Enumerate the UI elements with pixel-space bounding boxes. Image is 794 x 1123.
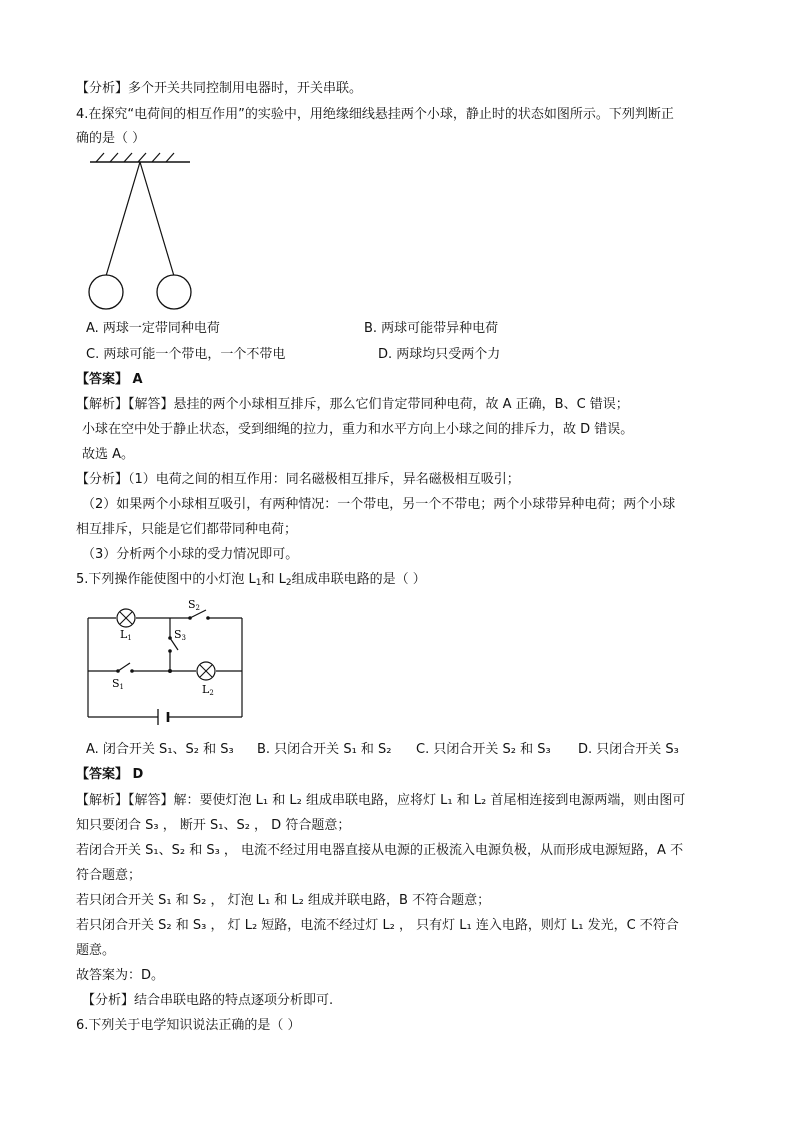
q5-explain-2: 知只要闭合 S₃ ， 断开 S₁、S₂ ， D 符合题意； — [76, 818, 351, 833]
q4-option-c: C. 两球可能一个带电，一个不带电 — [86, 347, 286, 362]
q4-option-b: B. 两球可能带异种电荷 — [364, 321, 499, 336]
suspended-balls-diagram — [84, 150, 194, 320]
q4-stem-line1: 4.在探究“电荷间的相互作用”的实验中，用绝缘细线悬挂两个小球，静止时的状态如图所示。下列判断正 — [76, 107, 674, 122]
q4-explain-1: 【解析】【解答】悬挂的两个小球相互排斥，那么它们肯定带同种电荷，故 A 正确，B、C 错误； — [76, 397, 629, 412]
q5-explain-5: 若只闭合开关 S₁ 和 S₂ ， 灯泡 L₁ 和 L₂ 组成并联电路，B 不符合题意； — [76, 893, 491, 908]
label-s1: S1 — [112, 677, 125, 691]
circuit-diagram — [82, 596, 248, 726]
q5-stem-a: 5.下列操作能使图中的小灯泡 L — [76, 572, 256, 587]
q5-explain-6: 若只闭合开关 S₂ 和 S₃ ， 灯 L₂ 短路，电流不经过灯 L₂ ， 只有灯 L₁ 连入电路，则灯 L₁ 发光，C 不符合 — [76, 918, 679, 933]
q5-explain-7: 题意。 — [76, 943, 116, 958]
junction-dot — [168, 669, 172, 673]
label-s3: S3 — [174, 628, 187, 642]
right-ball — [157, 275, 191, 309]
q4-analysis-2: （2）如果两个小球相互吸引，有两种情况：一个带电，另一个不带电；两个小球带异种电荷；两个小球 — [82, 497, 676, 512]
q5-option-a: A. 闭合开关 S₁、S₂ 和 S₃ — [86, 742, 234, 757]
lamp-l2 — [197, 662, 215, 680]
q5-stem — [76, 571, 426, 592]
q4-analysis-1: 【分析】（1）电荷之间的相互作用：同名磁极相互排斥，异名磁极相互吸引； — [76, 472, 520, 487]
q4-analysis-4: （3）分析两个小球的受力情况即可。 — [82, 547, 299, 562]
lamp-l1 — [117, 609, 135, 627]
battery — [158, 709, 168, 725]
q5-stem-l1-sub: 1 — [255, 578, 262, 588]
q5-stem-l2-sub: 2 — [285, 578, 292, 588]
q5-option-b: B. 只闭合开关 S₁ 和 S₂ — [257, 742, 392, 757]
q5-analysis: 【分析】结合串联电路的特点逐项分析即可. — [82, 993, 334, 1008]
label-l1: L1 — [120, 628, 132, 642]
switch-s1 — [116, 663, 134, 673]
q4-answer: 【答案】 A — [76, 372, 143, 387]
left-ball — [89, 275, 123, 309]
right-thread — [140, 162, 174, 276]
q5-stem-b: 和 L — [261, 572, 286, 587]
q4-analysis-3: 相互排斥，只能是它们都带同种电荷； — [76, 522, 298, 537]
q4-option-a: A. 两球一定带同种电荷 — [86, 321, 220, 336]
q5-explain-8: 故答案为：D。 — [76, 968, 165, 983]
label-l2: L2 — [202, 683, 214, 697]
q5-explain-3: 若闭合开关 S₁、S₂ 和 S₃ ， 电流不经过用电器直接从电源的正极流入电源负极，从而形成电源短路，A 不 — [76, 843, 684, 858]
q5-option-c: C. 只闭合开关 S₂ 和 S₃ — [416, 742, 551, 757]
q5-stem-c: 组成串联电路的是（ ） — [291, 572, 426, 587]
q4-option-d: D. 两球均只受两个力 — [378, 347, 501, 362]
q5-option-d: D. 只闭合开关 S₃ — [578, 742, 679, 757]
left-thread — [106, 162, 140, 276]
q4-stem-line2: 确的是（ ） — [76, 131, 146, 146]
q5-answer: 【答案】 D — [76, 767, 144, 782]
ceiling-hatching — [96, 153, 174, 162]
q4-explain-3: 故选 A。 — [82, 447, 135, 462]
q5-explain-1: 【解析】【解答】解：要使灯泡 L₁ 和 L₂ 组成串联电路，应将灯 L₁ 和 L₂ 首尾相连接到电源两端，则由图可 — [76, 793, 686, 808]
q3-analysis: 【分析】多个开关共同控制用电器时，开关串联。 — [76, 81, 363, 96]
label-s2: S2 — [188, 598, 201, 612]
q4-explain-2: 小球在空中处于静止状态，受到细绳的拉力，重力和水平方向上小球之间的排斥力，故 D 错误。 — [82, 422, 634, 437]
q5-explain-4: 符合题意； — [76, 868, 142, 883]
q6-stem: 6.下列关于电学知识说法正确的是（ ） — [76, 1018, 301, 1033]
